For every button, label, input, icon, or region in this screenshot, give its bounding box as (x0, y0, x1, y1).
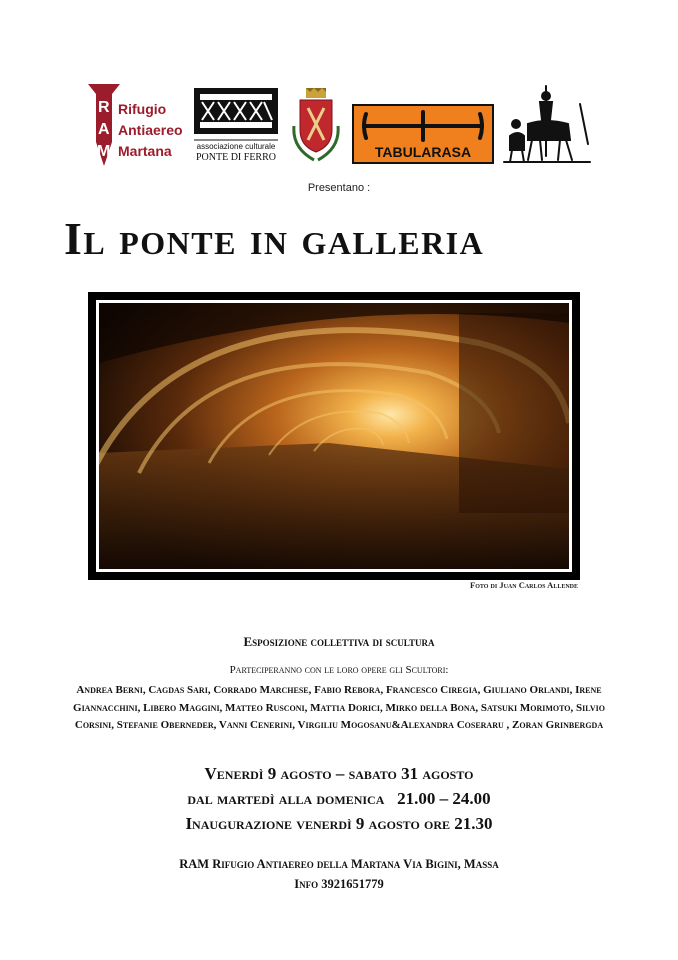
ram-letter-m: M (97, 143, 111, 160)
photo-frame (88, 292, 580, 580)
ram-letter-r: R (98, 99, 110, 116)
ram-bomb-icon (86, 82, 186, 166)
ponte-line2: PONTE DI FERRO (195, 152, 277, 163)
ram-line2: Antiaereo (118, 122, 183, 138)
opening-hours: dal martedì alla domenica 21.00 – 24.00 (187, 789, 491, 808)
tabularasa-label: TABULARASA (374, 144, 472, 160)
tabularasa-logo (352, 104, 494, 164)
don-quixote-logo (500, 84, 592, 166)
tunnel-photo (96, 300, 572, 572)
ram-logo (86, 82, 186, 166)
tunnel-photo-image (99, 303, 569, 569)
presents-label: Presentano : (307, 182, 371, 194)
don-quixote-sketch-icon (500, 84, 592, 166)
exhibition-dates: Venerdì 9 agosto – sabato 31 agosto (204, 764, 474, 783)
photo-credit: Foto di Juan Carlos Allende (470, 580, 578, 590)
participants-intro: Parteciperanno con le loro opere gli Scultori: (229, 664, 449, 676)
inauguration: Inaugurazione venerdì 9 agosto ore 21.30 (185, 814, 493, 833)
logo-row (0, 80, 678, 170)
coat-of-arms-icon (290, 86, 342, 166)
page-title: Il ponte in galleria (64, 213, 485, 264)
venue-address: RAM Rifugio Antiaereo della Martana Via Bigini, Massa (179, 857, 499, 871)
ram-line3: Martana (118, 143, 172, 159)
exhibition-heading: Esposizione collettiva di scultura (243, 634, 435, 649)
info-phone: Info 3921651779 (294, 877, 384, 891)
artists-list: Andrea Berni, Cagdas Sari, Corrado Marchese, Fabio Rebora, Francesco Ciregia, Giuliano Orlandi, Irene Giannacchini, Libero Maggini, Matteo Rusconi, Mattia Dorici, Mirko della Bona, Satsuki Morimoto, Silvio Corsini, Stefanie Oberneder, Vanni Cenerini, Virgiliu Mogosanu&Alexandra Coseraru , Zoran Grinbergda (73, 684, 605, 731)
coat-of-arms-logo (290, 86, 342, 166)
ram-line1: Rifugio (118, 101, 167, 117)
iron-bridge-icon (192, 86, 282, 166)
ram-letter-a: A (98, 121, 110, 138)
ponte-line1: associazione culturale (196, 142, 276, 151)
ponte-di-ferro-logo (192, 86, 282, 166)
tabularasa-icon (352, 104, 494, 164)
